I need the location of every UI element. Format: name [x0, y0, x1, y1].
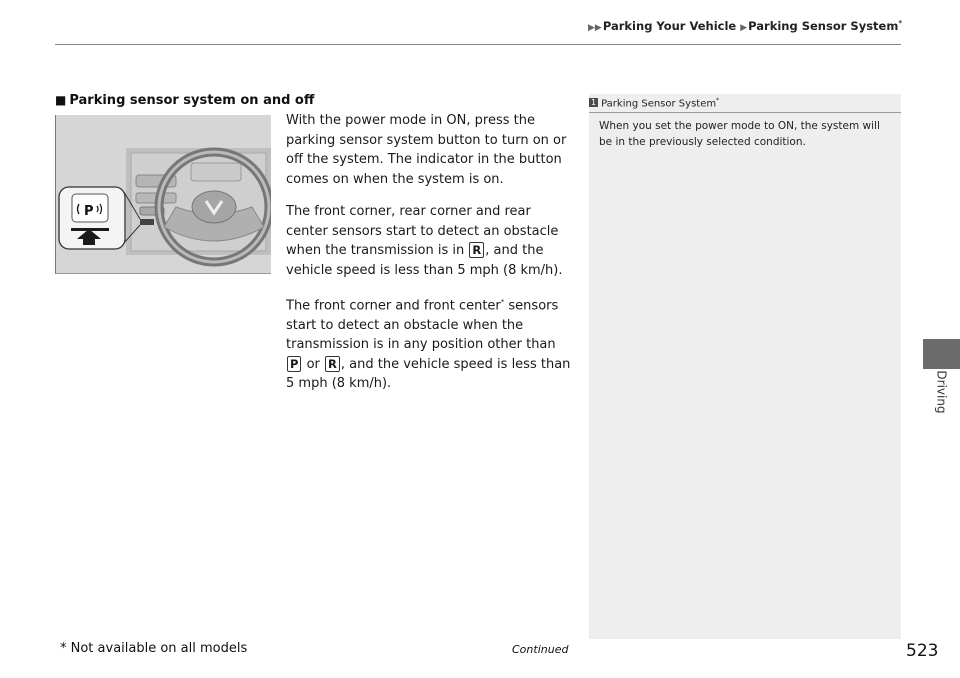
chapter-label — [923, 372, 960, 412]
gear-key-p: P — [287, 356, 301, 372]
paragraph-power-mode: With the power mode in ON, press the parking sensor system button to turn on or off the system. The indicator in the button comes on when the system is on. — [286, 113, 567, 187]
triangle-right-icon: ▶▶ — [588, 23, 602, 33]
header-divider — [55, 44, 901, 45]
footnote: * Not available on all models — [60, 641, 248, 656]
paragraph-front-sensors — [286, 293, 576, 394]
section-body — [286, 111, 576, 407]
paragraph-rear-sensors — [286, 202, 576, 280]
square-bullet-icon: ■ — [55, 93, 67, 107]
section-heading-text: Parking sensor system on and off — [69, 93, 315, 108]
continued-label: Continued — [512, 643, 569, 656]
gear-key-r: R — [325, 356, 340, 372]
dashboard-illustration — [55, 115, 271, 274]
section-heading — [55, 93, 314, 108]
paragraph-text: or — [306, 356, 320, 372]
note-title-text: Parking Sensor System — [601, 98, 717, 110]
not-available-mark: * — [898, 19, 902, 28]
triangle-right-icon: ▶ — [740, 23, 748, 33]
breadcrumb-item-parking-your-vehicle[interactable]: Parking Your Vehicle — [602, 19, 737, 33]
not-available-mark: * — [500, 298, 505, 306]
paragraph-text: , and the vehicle speed is less than 5 mph (8 km/h). — [286, 243, 563, 278]
reference-marker: 1 — [591, 98, 597, 108]
paragraph-text: The front corner, rear corner and rear center sensors start to detect an obstacle when the transmission is in — [286, 204, 559, 258]
not-available-mark: * — [716, 97, 720, 104]
note-title[interactable] — [589, 97, 719, 109]
note-divider — [589, 112, 901, 113]
page-number: 523 — [906, 641, 939, 661]
breadcrumb — [588, 19, 902, 33]
paragraph-text: , and the vehicle speed is less than 5 mph (8 km/h). — [286, 356, 571, 392]
parking-sensor-button-glyph: P — [84, 204, 94, 219]
note-sidebar — [589, 94, 901, 639]
chapter-label-text: Driving — [934, 370, 949, 414]
paragraph-text: sensors start to detect an obstacle when the transmission is in any position other than — [286, 298, 559, 353]
note-text: When you set the power mode to ON, the system will be in the previously selected condition. — [599, 120, 880, 148]
paragraph-text: The front corner and front center — [286, 298, 501, 314]
gear-key-r: R — [469, 242, 484, 258]
breadcrumb-item-parking-sensor-system[interactable]: Parking Sensor System — [748, 19, 899, 33]
chapter-tab[interactable] — [923, 339, 960, 369]
dashboard-drawing — [56, 115, 271, 273]
